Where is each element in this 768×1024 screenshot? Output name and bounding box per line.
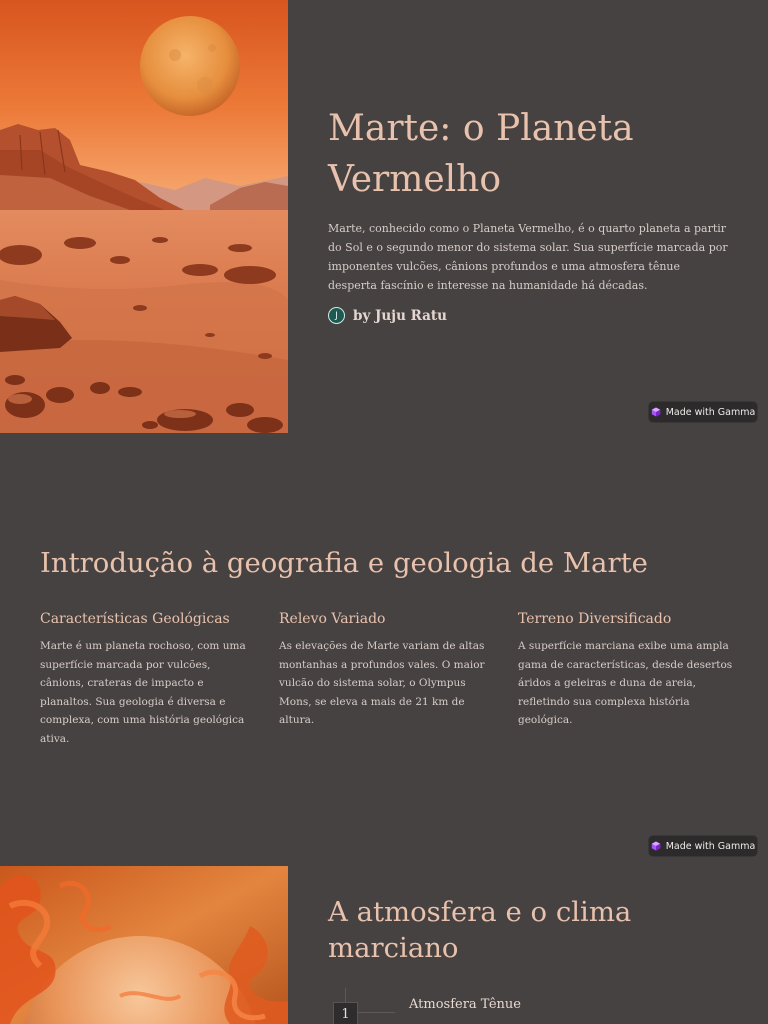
author-name: by Juju Ratu bbox=[353, 307, 447, 324]
page-title: Marte: o Planeta Vermelho bbox=[328, 108, 634, 200]
gamma-badge-label: Made with Gamma bbox=[665, 406, 756, 418]
column-geological-features bbox=[40, 611, 255, 749]
timeline-connector bbox=[357, 1012, 395, 1013]
column-diverse-terrain bbox=[518, 611, 733, 730]
gamma-logo-icon bbox=[651, 407, 661, 417]
column-title: Relevo Variado bbox=[279, 611, 386, 627]
section-title: A atmosfera e o clima marciano bbox=[328, 896, 632, 964]
avatar: J bbox=[328, 307, 345, 324]
step-label: Atmosfera Tênue bbox=[409, 997, 521, 1012]
section-title: Introdução à geografia e geologia de Marte bbox=[40, 547, 648, 579]
gamma-logo-icon bbox=[651, 841, 661, 851]
step-number-badge: 1 bbox=[333, 1002, 358, 1024]
column-varied-relief bbox=[279, 611, 494, 730]
made-with-gamma-button[interactable] bbox=[648, 835, 758, 857]
mars-landscape-image bbox=[0, 0, 288, 433]
title-slide bbox=[0, 0, 768, 433]
atmosphere-slide bbox=[0, 866, 768, 1024]
column-title: Características Geológicas bbox=[40, 611, 230, 627]
author-byline bbox=[328, 307, 447, 324]
mars-planet-swirl-image bbox=[0, 866, 288, 1024]
timeline-connector bbox=[345, 988, 346, 1002]
geology-slide bbox=[0, 433, 768, 866]
made-with-gamma-button[interactable] bbox=[648, 401, 758, 423]
intro-paragraph: Marte, conhecido como o Planeta Vermelho, é o quarto planeta a partir do Sol e o segundo menor do sistema solar. Sua superfície marcada por imponentes vulcões, cânions profundos e uma atmosfera tênue desperta fascínio e interesse na humanidade há décadas. bbox=[328, 222, 728, 292]
column-title: Terreno Diversificado bbox=[518, 611, 672, 627]
column-text: A superfície marciana exibe uma ampla gama de características, desde desertos áridos a geleiras e duna de areia, refletindo sua complexa história geológica. bbox=[518, 640, 733, 727]
column-text: Marte é um planeta rochoso, com uma superfície marcada por vulcões, cânions, crateras de impacto e planaltos. Sua geologia é diversa e complexa, com uma história geológica ativa. bbox=[40, 640, 246, 745]
column-text: As elevações de Marte variam de altas montanhas a profundos vales. O maior vulcão do sistema solar, o Olympus Mons, se eleva a mais de 21 km de altura. bbox=[279, 640, 485, 727]
gamma-badge-label: Made with Gamma bbox=[665, 840, 756, 852]
